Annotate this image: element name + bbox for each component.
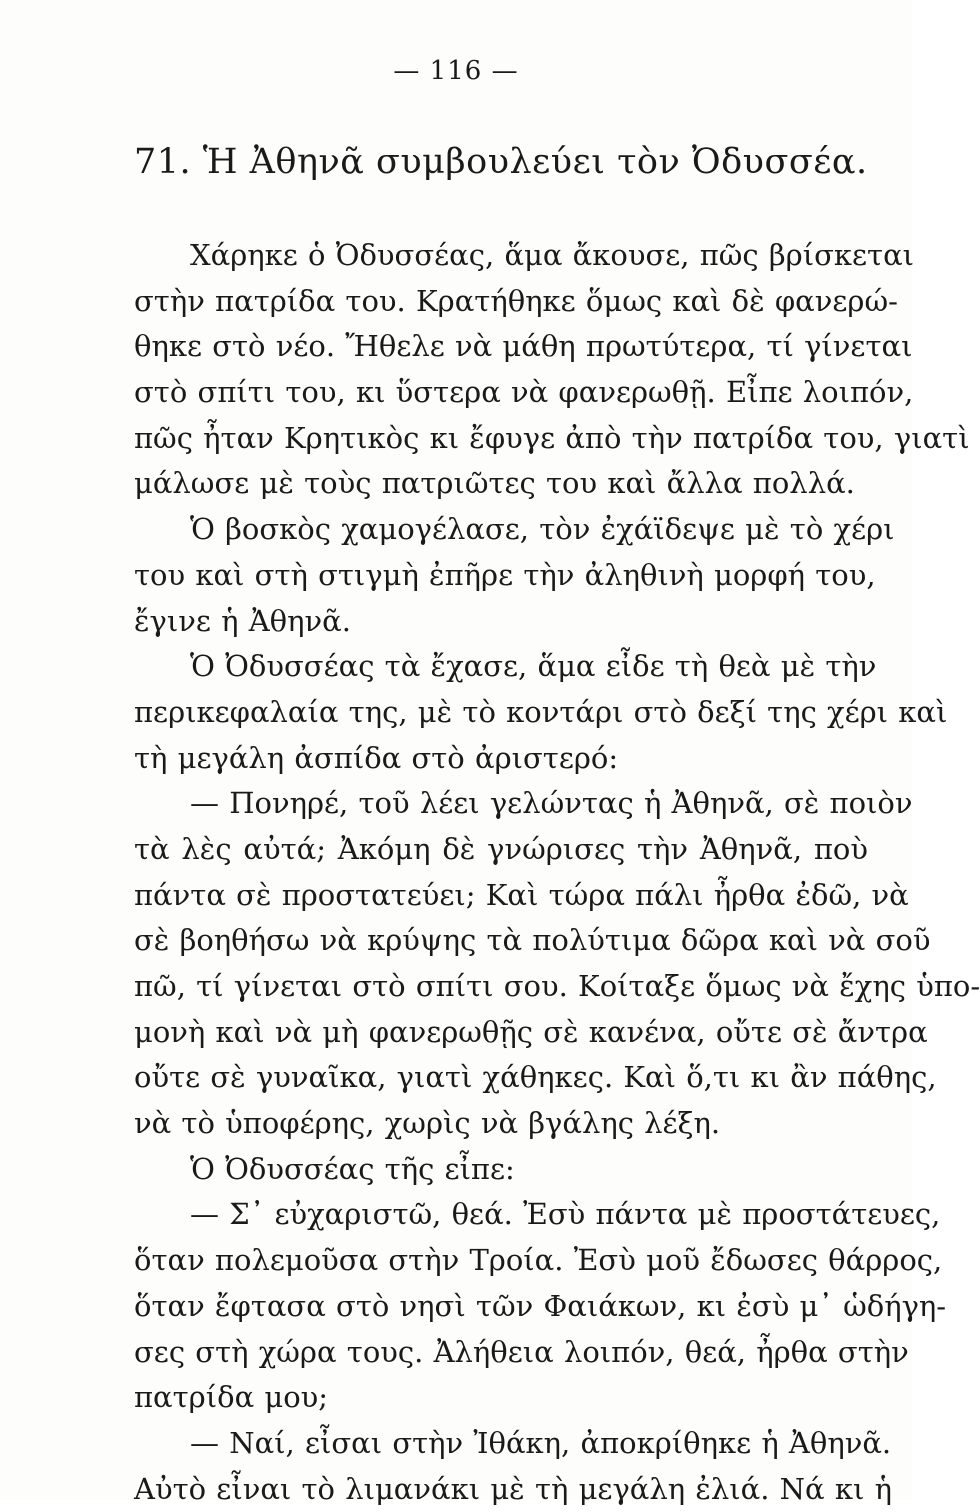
text-line: οὔτε σὲ γυναῖκα, γιατὶ χάθηκες. Καὶ ὅ,τι κι ἂν πάθης,	[134, 1060, 937, 1095]
page-number: — 116 —	[393, 56, 519, 86]
text-line: σὲ βοηθήσω νὰ κρύψης τὰ πολύτιμα δῶρα καὶ νὰ σοῦ	[134, 923, 931, 958]
text-line: πάντα σὲ προστατεύει; Καὶ τώρα πάλι ἦρθα ἐδῶ, νὰ	[134, 877, 909, 912]
text-line: Χάρηκε ὁ Ὀδυσσέας, ἅμα ἄκουσε, πῶς βρίσκεται	[190, 238, 915, 272]
text-line: ὅταν πολεμοῦσα στὴν Τροία. Ἐσὺ μοῦ ἔδωσες θάρρος,	[134, 1243, 943, 1278]
text-line: ὅταν ἔφτασα στὸ νησὶ τῶν Φαιάκων, κι ἐσὺ μ᾽ ὡδήγη-	[134, 1288, 947, 1323]
text-line: πῶ, τί γίνεται στὸ σπίτι σου. Κοίταξε ὅμως νὰ ἔχης ὑπο-	[134, 969, 980, 1003]
text-line: — Ναί, εἶσαι στὴν Ἰθάκη, ἀποκρίθηκε ἡ Ἀθηνᾶ.	[190, 1425, 892, 1460]
text-line: του καὶ στὴ στιγμὴ ἐπῆρε τὴν ἀληθινὴ μορφή του,	[134, 557, 876, 592]
text-line: τὴ μεγάλη ἀσπίδα στὸ ἀριστερό:	[134, 740, 619, 775]
chapter-heading: 71. Ἡ Ἀθηνᾶ συμβουλεύει τὸν Ὀδυσσέα.	[134, 142, 868, 182]
text-line: σες στὴ χώρα τους. Ἀλήθεια λοιπόν, θεά, ἦρθα στὴν	[134, 1334, 909, 1369]
text-line: θηκε στὸ νέο. Ἤθελε νὰ μάθη πρωτύτερα, τί γίνεται	[134, 329, 913, 364]
text-line: ἔγινε ἡ Ἀθηνᾶ.	[134, 603, 351, 638]
text-line: μάλωσε μὲ τοὺς πατριῶτες του καὶ ἄλλα πολλά.	[134, 466, 855, 501]
text-line: πῶς ἦταν Κρητικὸς κι ἔφυγε ἀπὸ τὴν πατρίδα του, γιατὶ	[134, 420, 970, 455]
text-line: Ὁ Ὀδυσσέας τὰ ἔχασε, ἅμα εἶδε τὴ θεὰ μὲ τὴν	[190, 649, 877, 684]
text-line: — Πονηρέ, τοῦ λέει γελώντας ἡ Ἀθηνᾶ, σὲ ποιὸν	[190, 786, 913, 821]
text-line: τὰ λὲς αὐτά; Ἀκόμη δὲ γνώρισες τὴν Ἀθηνᾶ, ποὺ	[134, 831, 868, 866]
text-line: στὸ σπίτι του, κι ὕστερα νὰ φανερωθῇ. Εἶπε λοιπόν,	[134, 375, 914, 410]
text-line: περικεφαλαία της, μὲ τὸ κοντάρι στὸ δεξί της χέρι καὶ	[134, 694, 948, 729]
text-line: — Σ᾽ εὐχαριστῶ, θεά. Ἐσὺ πάντα μὲ προστάτευες,	[190, 1197, 941, 1232]
text-line: πατρίδα μου;	[134, 1380, 329, 1415]
text-line: Ὁ βοσκὸς χαμογέλασε, τὸν ἐχάϊδεψε μὲ τὸ χέρι	[190, 512, 895, 547]
text-line: στὴν πατρίδα του. Κρατήθηκε ὅμως καὶ δὲ φανερώ-	[134, 283, 898, 318]
body-text	[134, 233, 980, 1512]
text-line: Ὁ Ὀδυσσέας τῆς εἶπε:	[190, 1151, 515, 1186]
text-line: Αὐτὸ εἶναι τὸ λιμανάκι μὲ τὴ μεγάλη ἐλιά. Νά κι ἡ	[134, 1471, 892, 1506]
text-line: νὰ τὸ ὑποφέρης, χωρὶς νὰ βγάλης λέξη.	[134, 1106, 721, 1141]
text-line: μονὴ καὶ νὰ μὴ φανερωθῇς σὲ κανένα, οὔτε σὲ ἄντρα	[134, 1014, 928, 1049]
